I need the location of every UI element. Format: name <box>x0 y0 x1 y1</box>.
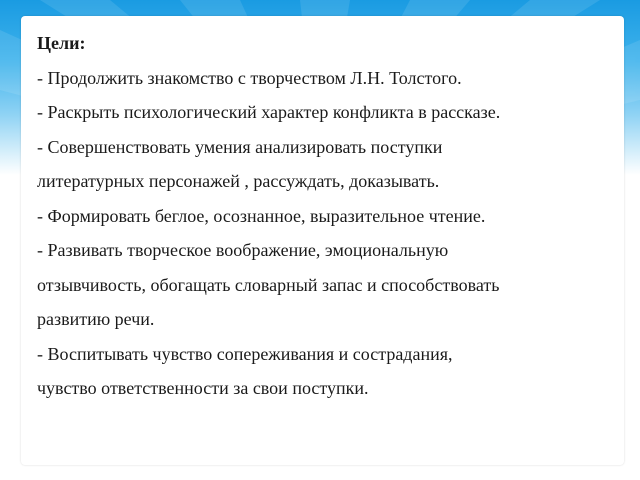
goal-line: - Раскрыть психологический характер конфликта в рассказе. <box>37 102 501 122</box>
goals-text <box>37 26 612 406</box>
goal-line: - Продолжить знакомство с творчеством Л.Н. Толстого. <box>37 67 462 88</box>
goal-line: - Формировать беглое, осознанное, выразительное чтение. <box>37 205 486 226</box>
goal-line: литературных персонажей , рассуждать, доказывать. <box>37 171 440 191</box>
goal-line: - Воспитывать чувство сопереживания и сострадания, <box>37 343 453 364</box>
goal-line: отзывчивость, обогащать словарный запас и способствовать <box>37 274 500 295</box>
goal-line: - Развивать творческое воображение, эмоциональную <box>37 240 449 260</box>
goal-line: чувство ответственности за свои поступки. <box>37 378 369 398</box>
goal-line: развитию речи. <box>37 309 155 329</box>
goals-title: Цели: <box>37 33 86 53</box>
goal-line: - Совершенствовать умения анализировать поступки <box>37 136 443 157</box>
